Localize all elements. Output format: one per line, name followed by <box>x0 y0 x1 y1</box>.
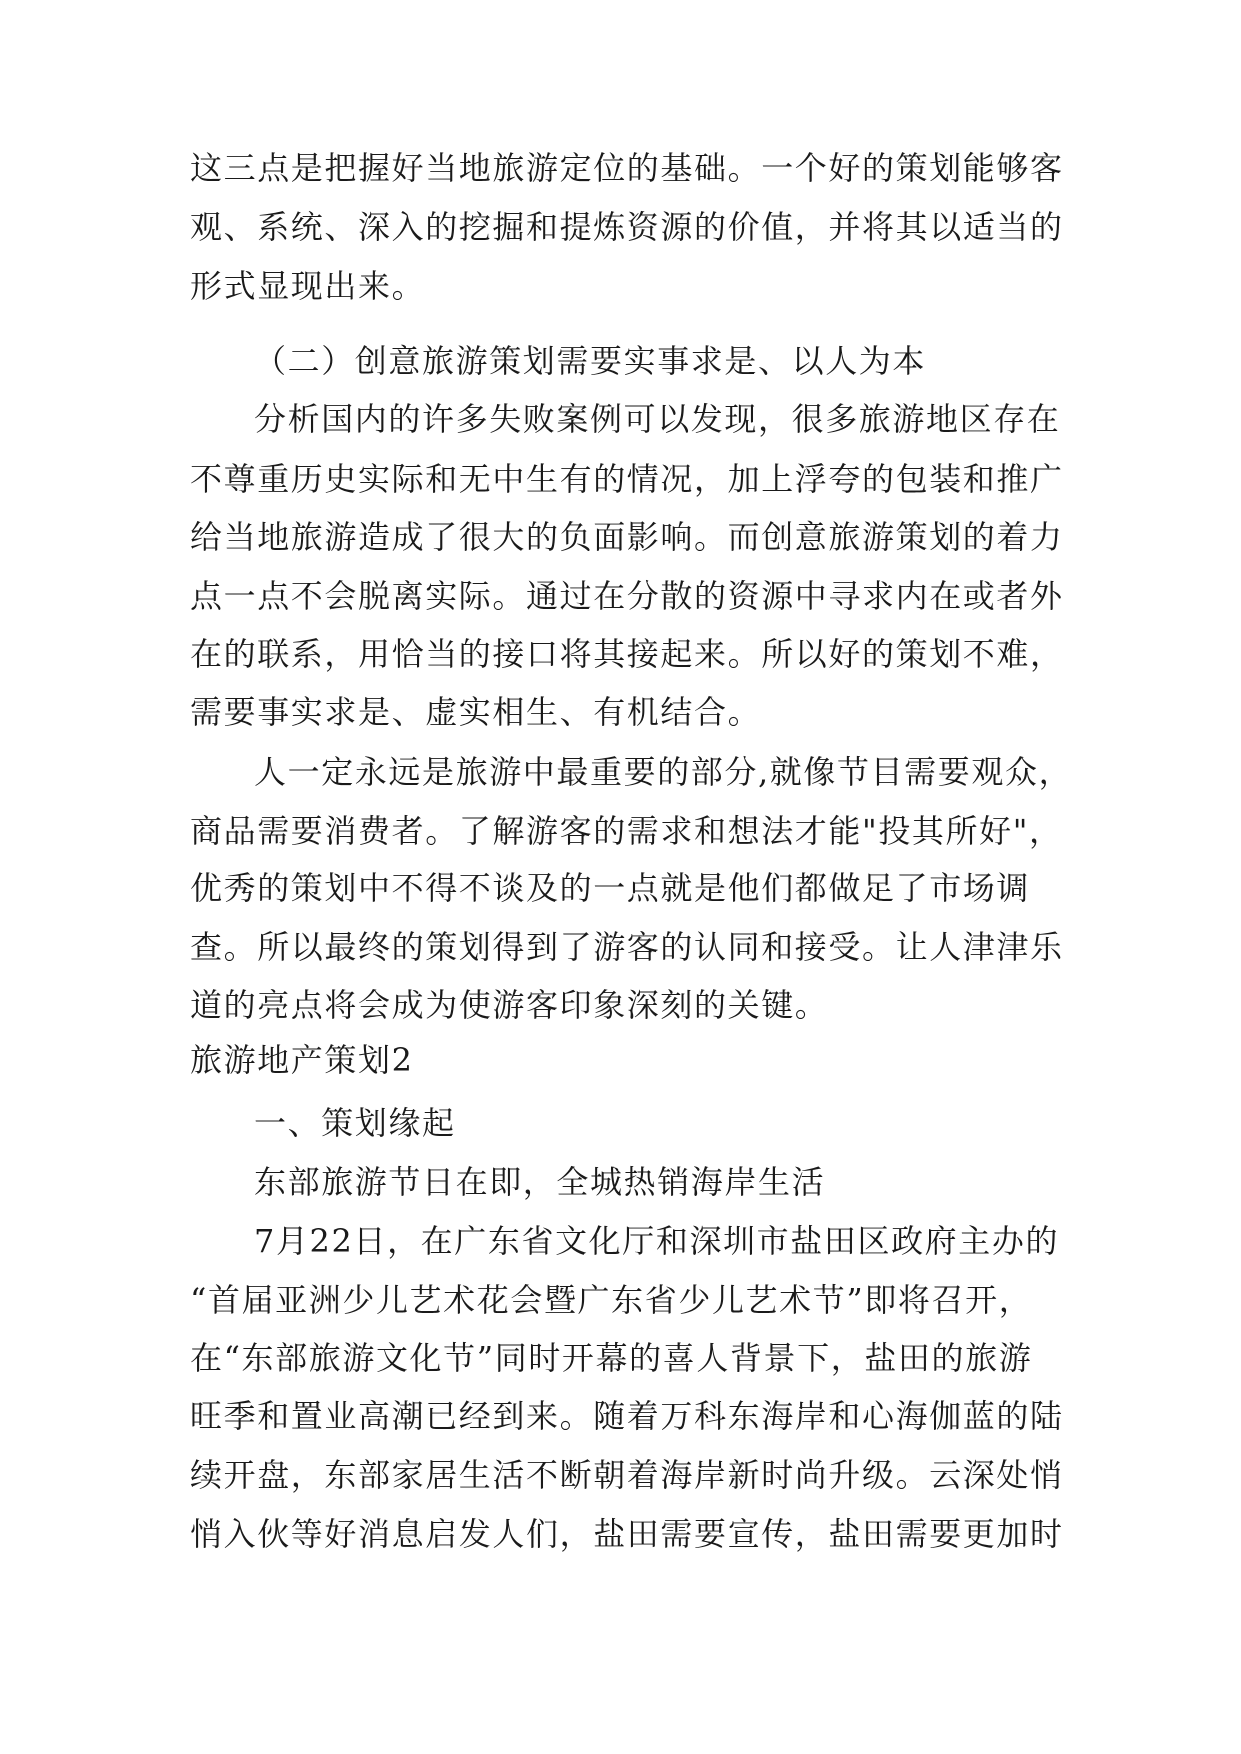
text-line: 这三点是把握好当地旅游定位的基础。一个好的策划能够客 <box>190 149 1064 187</box>
paragraph-first-line: 7月22日，在广东省文化厅和深圳市盐田区政府主办的 <box>254 1222 1060 1260</box>
document-title: 旅游地产策划2 <box>190 1041 414 1079</box>
section-heading: （二）创意旅游策划需要实事求是、以人为本 <box>254 342 927 380</box>
text-line: 续开盘，东部家居生活不断朝着海岸新时尚升级。云深处悄 <box>190 1456 1064 1494</box>
text-line: 形式显现出来。 <box>190 267 426 305</box>
section-heading: 一、策划缘起 <box>254 1104 456 1142</box>
text-line: 查。所以最终的策划得到了游客的认同和接受。让人津津乐 <box>190 928 1064 966</box>
text-line: “首届亚洲少儿艺术花会暨广东省少儿艺术节”即将召开， <box>190 1281 1033 1319</box>
paragraph-first-line: 分析国内的许多失败案例可以发现，很多旅游地区存在 <box>254 400 1061 438</box>
text-line: 优秀的策划中不得不谈及的一点就是他们都做足了市场调 <box>190 869 1031 907</box>
text-line: 悄入伙等好消息启发人们，盐田需要宣传，盐田需要更加时 <box>190 1515 1064 1553</box>
text-line: 道的亮点将会成为使游客印象深刻的关键。 <box>190 986 829 1024</box>
text-line: 观、系统、深入的挖掘和提炼资源的价值，并将其以适当的 <box>190 208 1064 246</box>
text-line: 给当地旅游造成了很大的负面影响。而创意旅游策划的着力 <box>190 518 1064 556</box>
text-line: 需要事实求是、虚实相生、有机结合。 <box>190 693 762 731</box>
text-line: 旺季和置业高潮已经到来。随着万科东海岸和心海伽蓝的陆 <box>190 1397 1064 1435</box>
subheading: 东部旅游节日在即，全城热销海岸生活 <box>254 1163 826 1201</box>
text-line: 商品需要消费者。了解游客的需求和想法才能"投其所好"， <box>190 812 1063 850</box>
text-line: 点一点不会脱离实际。通过在分散的资源中寻求内在或者外 <box>190 577 1064 615</box>
paragraph-first-line: 人一定永远是旅游中最重要的部分,就像节目需要观众， <box>254 753 1073 791</box>
text-line: 在的联系，用恰当的接口将其接起来。所以好的策划不难， <box>190 635 1064 673</box>
text-line: 不尊重历史实际和无中生有的情况，加上浮夸的包装和推广 <box>190 460 1064 498</box>
text-line: 在“东部旅游文化节”同时开幕的喜人背景下，盐田的旅游 <box>190 1339 1033 1377</box>
